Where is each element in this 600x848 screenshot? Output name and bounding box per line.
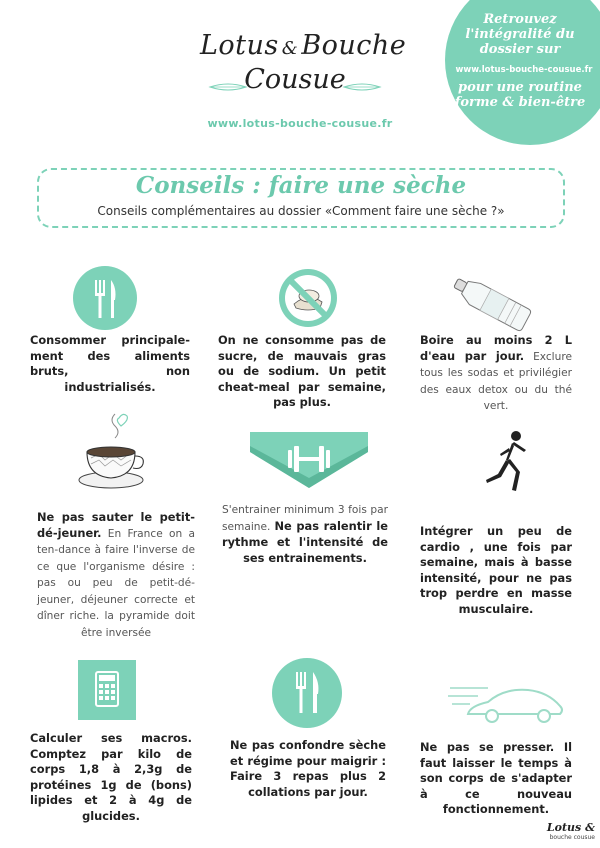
footer-logo xyxy=(540,822,595,841)
logo-word-lotus: Lotus xyxy=(200,30,279,61)
tip-patience: Ne pas se presser. Il faut laisser le temps à son corps de s'adapter à ce nouveau fonctionnement. xyxy=(420,740,572,816)
badge-text-top: Retrouvez l'intégralité du dossier sur xyxy=(465,12,575,57)
tip-no-sugar: On ne consomme pas de sucre, de mauvais gras ou de sodium. Un petit cheat-meal par semaine, pas plus. xyxy=(218,333,386,409)
footer-logo-line2: bouche cousue xyxy=(549,834,595,841)
fast-car-icon xyxy=(448,680,566,730)
site-url-link[interactable]: www.lotus-bouche-cousue.fr xyxy=(207,117,393,130)
fork-knife-circle-icon xyxy=(272,658,342,728)
logo-word-bouche: Bouche xyxy=(301,30,407,61)
logo-ampersand: & xyxy=(281,38,299,59)
tip-training: S'entrainer minimum 3 fois par semaine. Ne pas ralentir le rythme et l'intensité de ses entrainements. xyxy=(222,504,388,565)
tip-cardio: Intégrer un peu de cardio , une fois par semaine, mais à basse intensité, pour ne pas trop perdre en masse musculaire. xyxy=(420,524,572,616)
tip-raw-foods: Consommer principale-ment des aliments bruts, non industrialisés. xyxy=(30,333,190,394)
footer-logo-line1: Lotus & xyxy=(546,821,595,834)
tip-water: Boire au moins 2 L d'eau par jour. Exclure tous les sodas et privilégier des eaux detox ou du thé vert. xyxy=(420,333,572,412)
brand-logo xyxy=(200,30,407,95)
page-subtitle: Conseils complémentaires au dossier «Comment faire une sèche ?» xyxy=(97,204,505,218)
runner-icon xyxy=(478,430,534,504)
tip-breakfast: Ne pas sauter le petit-dé-jeuner. En France on a ten-dance à faire l'inverse de ce que l'organisme désire : pas ou peu de petit-dé-jeuner, déjeuner correcte et dîner riche. la pyramide doit être inversée xyxy=(37,510,195,639)
coffee-cup-icon xyxy=(75,410,147,496)
promo-badge xyxy=(445,0,600,145)
logo-word-cousue: Cousue xyxy=(244,64,346,95)
page-title: Conseils : faire une sèche xyxy=(135,172,467,199)
no-junk-food-icon xyxy=(276,266,340,330)
tip-not-diet: Ne pas confondre sèche et régime pour maigrir : Faire 3 repas plus 2 collations par jour. xyxy=(230,738,386,799)
leaf-right-icon xyxy=(342,80,382,94)
dumbbell-banner-icon xyxy=(250,432,368,492)
calculator-icon xyxy=(78,660,136,724)
leaf-left-icon xyxy=(208,80,248,94)
fork-knife-icon xyxy=(73,266,137,330)
badge-url-link[interactable]: www.lotus-bouche-cousue.fr xyxy=(455,65,593,75)
water-bottle-icon xyxy=(445,272,535,336)
badge-text-bottom: pour une routine forme & bien-être xyxy=(454,80,586,110)
tip-macros: Calculer ses macros. Comptez par kilo de corps 1,8 à 2,3g de protéines 1g de (bons) lipides et 2 à 4g de glucides. xyxy=(30,731,192,823)
